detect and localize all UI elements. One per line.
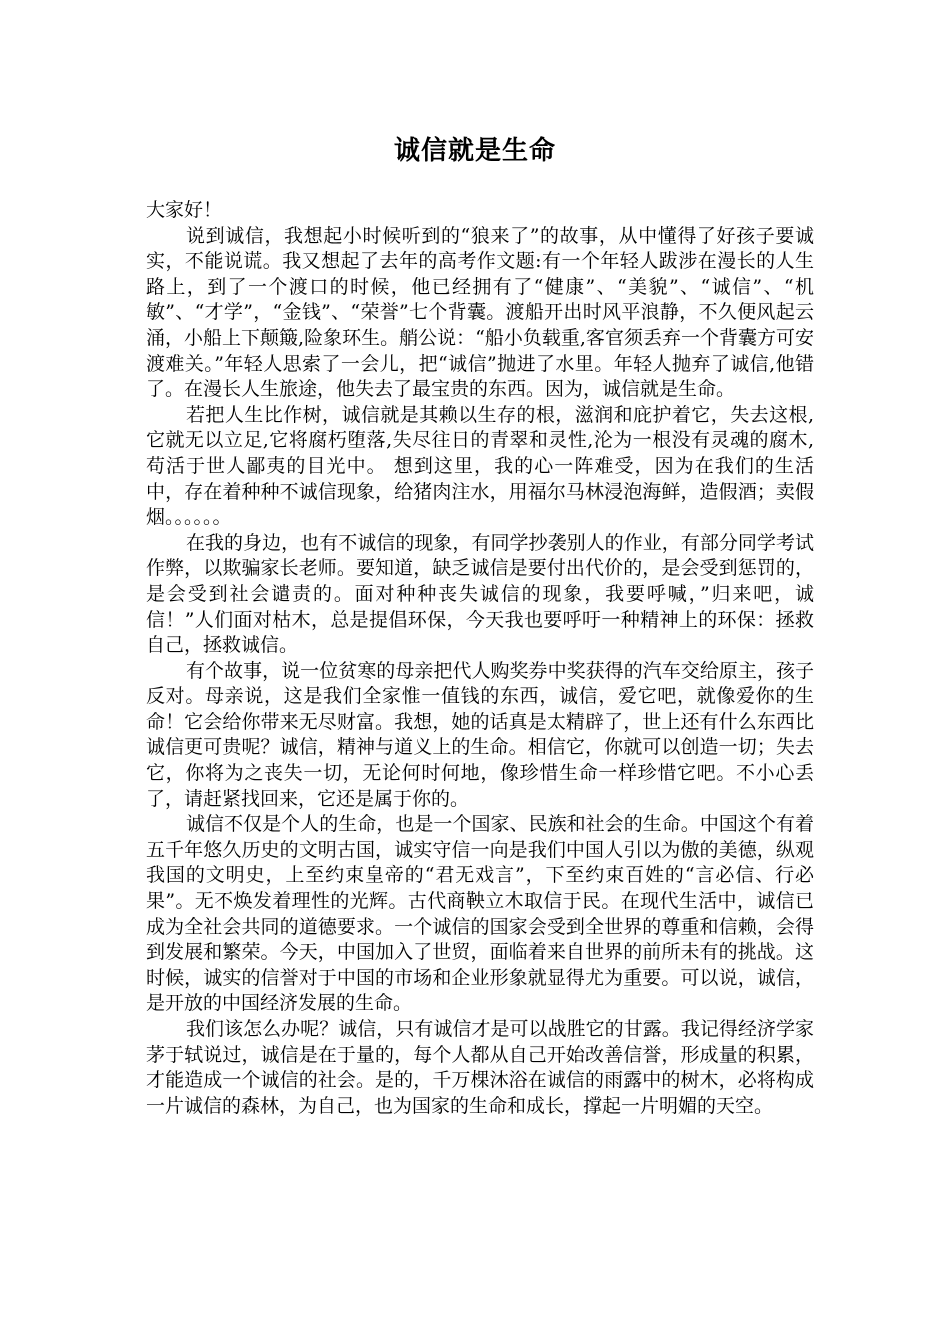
paragraph-5: 诚信不仅是个人的生命，也是一个国家、民族和社会的生命。中国这个有着五千年悠久历史的文明古国，诚实守信一向是我们中国人引以为傲的美德，纵观我国的文明史，上至约束皇帝的“君无戏言”，下至约束百姓的“言必信、行必果”。无不焕发着理性的光辉。古代商鞅立木取信于民。在现代生活中，诚信已成为全社会共同的道德要求。一个诚信的国家会受到全世界的尊重和信赖，会得到发展和繁荣。今天，中国加入了世贸，面临着来自世界的前所未有的挑战。这时候，诚实的信誉对于中国的市场和企业形象就显得尤为重要。可以说，诚信，是开放的中国经济发展的生命。 xyxy=(146,813,814,1015)
document-body xyxy=(146,198,814,1119)
document-title: 诚信就是生命 xyxy=(393,136,556,166)
greeting-line: 大家好！ xyxy=(146,199,223,221)
paragraph-6: 我们该怎么办呢？诚信，只有诚信才是可以战胜它的甘露。我记得经济学家茅于轼说过，诚信是在于量的，每个人都从自己开始改善信誉，形成量的积累，才能造成一个诚信的社会。是的，千万棵沐浴在诚信的雨露中的树木，必将构成一片诚信的森林，为自己，也为国家的生命和成长，撑起一片明媚的天空。 xyxy=(146,1018,814,1117)
paragraph-2: 若把人生比作树，诚信就是其赖以生存的根，滋润和庇护着它，失去这根,它就无以立足,它将腐朽堕落,失尽往日的青翠和灵性,沦为一根没有灵魂的腐木,苟活于世人鄙夷的目光中。 想到这里，我的心一阵难受，因为在我们的生活中，存在着种种不诚信现象，给猪肉注水，用福尔马林浸泡海鲜，造假酒；卖假烟。。。。。。 xyxy=(146,403,814,529)
paragraph-3: 在我的身边，也有不诚信的现象，有同学抄袭别人的作业，有部分同学考试作弊，以欺骗家长老师。要知道，缺乏诚信是要付出代价的，是会受到惩罚的，是会受到社会谴责的。面对种种丧失诚信的现象，我要呼喊，”归来吧，诚信！”人们面对枯木，总是提倡环保，今天我也要呼吁一种精神上的环保：拯救自己，拯救诚信。 xyxy=(146,531,814,657)
paragraph-1: 说到诚信，我想起小时候听到的“狼来了”的故事，从中懂得了好孩子要诚实，不能说谎。我又想起了去年的高考作文题:有一个年轻人跋涉在漫长的人生路上，到了一个渡口的时候，他已经拥有了“健康”、“美貌”、“诚信”、“机敏”、“才学”，“金钱”、“荣誉”七个背囊。渡船开出时风平浪静，不久便风起云涌，小船上下颠簸,险象环生。艄公说：“船小负载重,客官须丢弃一个背囊方可安渡难关。”年轻人思索了一会儿，把“诚信”抛进了水里。年轻人抛弃了诚信,他错了。在漫长人生旅途，他失去了最宝贵的东西。因为，诚信就是生命。 xyxy=(146,224,814,401)
paragraph-4: 有个故事，说一位贫寒的母亲把代人购奖券中奖获得的汽车交给原主，孩子反对。母亲说，这是我们全家惟一值钱的东西，诚信，爱它吧，就像爱你的生命！它会给你带来无尽财富。我想，她的话真是太精辟了，世上还有什么东西比诚信更可贵呢？诚信，精神与道义上的生命。相信它，你就可以创造一切；失去它，你将为之丧失一切，无论何时何地，像珍惜生命一样珍惜它吧。不小心丢了，请赶紧找回来，它还是属于你的。 xyxy=(146,659,814,810)
